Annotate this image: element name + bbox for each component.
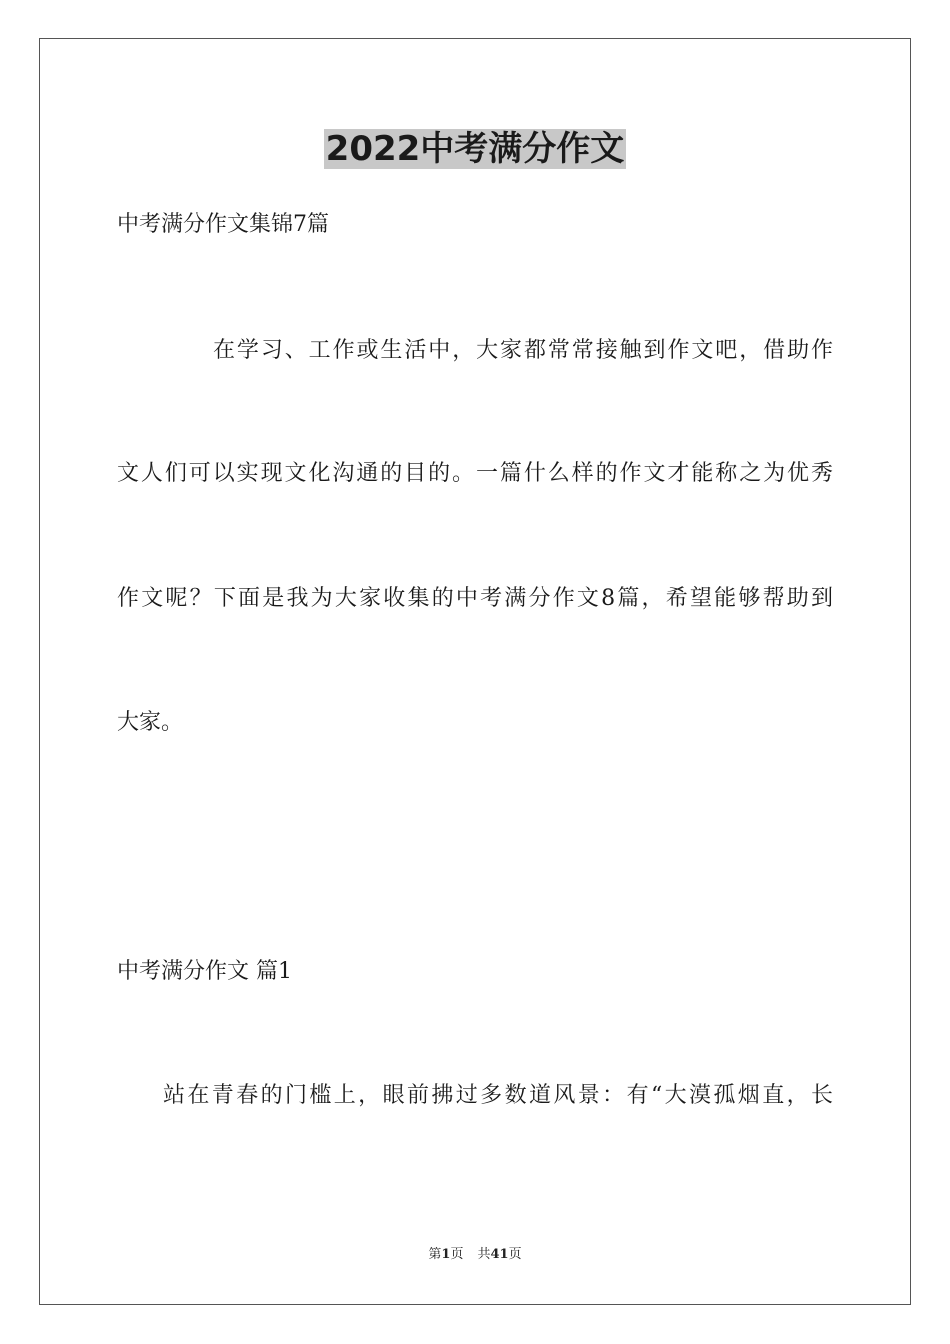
intro-line-2: 文人们可以实现文化沟通的目的。一篇什么样的作文才能称之为优秀: [117, 461, 833, 486]
intro-line-1: 在学习、工作或生活中，大家都常常接触到作文吧，借助作: [213, 338, 833, 363]
intro-line-4: 大家。: [117, 710, 184, 735]
document-title: [0, 126, 950, 172]
document-subtitle: 中考满分作文集锦7篇: [117, 212, 329, 237]
footer-page-prefix: 第: [428, 1247, 442, 1262]
footer-total-prefix: 共: [477, 1247, 491, 1262]
footer-page-number: 1: [441, 1247, 451, 1262]
intro-line-3: 作文呢？下面是我为大家收集的中考满分作文8篇，希望能够帮助到: [117, 586, 833, 611]
section-heading: 中考满分作文 篇1: [117, 959, 292, 984]
document-title-text: 2022中考满分作文: [325, 129, 625, 169]
footer-total-suffix: 页: [508, 1247, 522, 1262]
section-first-line: 站在青春的门槛上，眼前拂过多数道风景：有“大漠孤烟直，长: [163, 1083, 833, 1108]
page-footer: [0, 1246, 950, 1264]
footer-page-suffix: 页: [450, 1247, 464, 1262]
footer-total-pages: 41: [490, 1247, 509, 1262]
